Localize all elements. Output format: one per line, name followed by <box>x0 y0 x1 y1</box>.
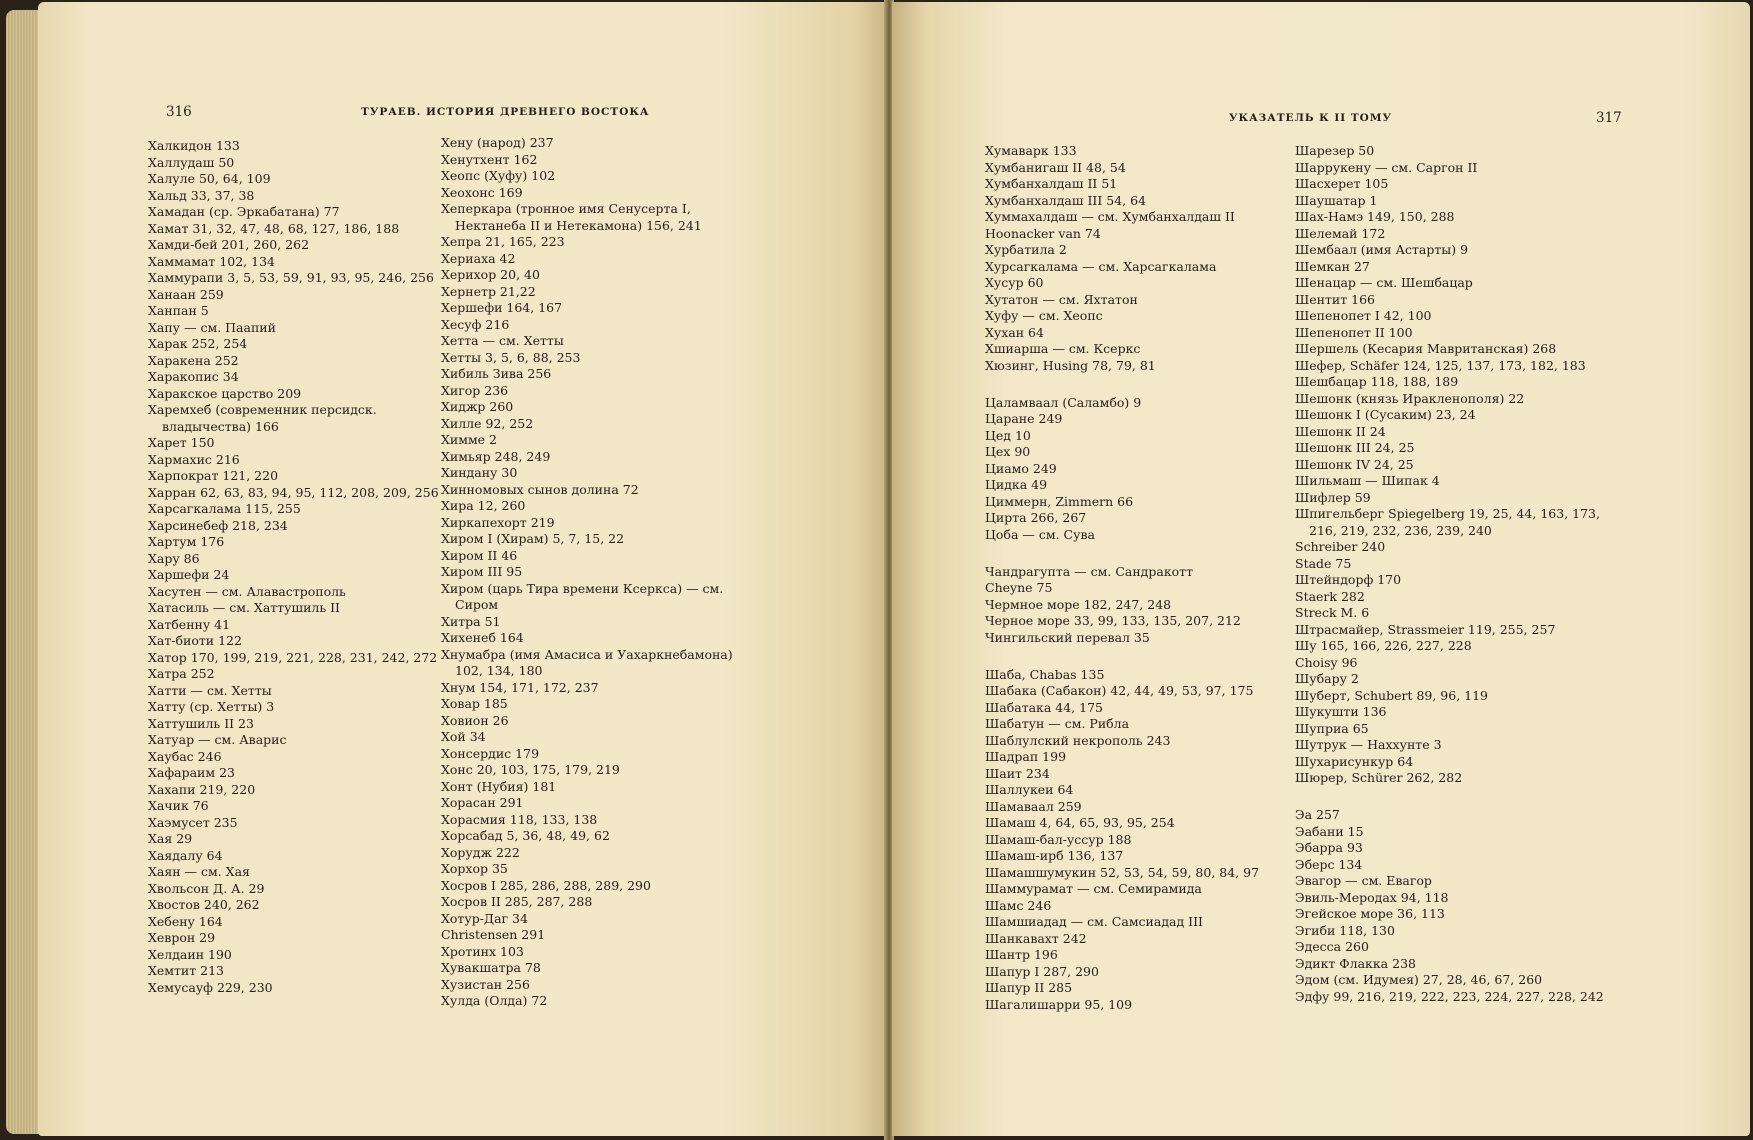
index-entry: Шершель (Кесария Мавританская) 268 <box>1295 341 1557 356</box>
index-entry: Хумбанхалдаш III 54, 64 <box>985 192 1147 208</box>
left-page <box>38 2 888 1136</box>
index-column <box>441 135 753 1010</box>
index-entry: Химьяр 248, 249 <box>441 448 551 464</box>
index-entry: Шаушатар 1 <box>1295 192 1378 208</box>
index-entry: Халкидон 133 <box>148 138 240 153</box>
index-entry: Хорсабад 5, 36, 48, 49, 62 <box>441 828 610 843</box>
section-gap <box>985 374 1277 395</box>
index-entry: Хротинх 103 <box>441 943 524 959</box>
index-column <box>985 143 1277 1013</box>
index-column <box>1295 143 1607 1005</box>
index-entry: Хитра 51 <box>441 613 501 629</box>
index-entry: Шамаш-бал-уссур 188 <box>985 831 1132 847</box>
index-entry: Хериаха 42 <box>441 250 516 266</box>
index-entry: Хернетр 21,22 <box>441 283 536 299</box>
index-entry: Эвагор — см. Евагор <box>1295 873 1432 888</box>
index-entry: Хурсагкалама — см. Харсагкалама <box>985 258 1217 274</box>
index-entry: Хасутен — см. Алавастрополь <box>148 583 346 599</box>
index-entry: Хатбенну 41 <box>148 616 231 632</box>
index-entry: Шамшиадад — см. Самсиадад III <box>985 914 1203 929</box>
index-entry: Хиндану 30 <box>441 465 518 480</box>
index-entry: Хшиарша — см. Ксеркс <box>985 341 1141 356</box>
index-entry: Шаблулский некрополь 243 <box>985 732 1171 748</box>
section-gap <box>985 646 1277 667</box>
index-entry: Хаммурапи 3, 5, 53, 59, 91, 93, 95, 246, 256 <box>148 270 434 285</box>
index-entry: Хусур 60 <box>985 275 1044 290</box>
index-entry: Шуприа 65 <box>1295 720 1369 736</box>
index-entry: Шешонк (князь Иракленополя) 22 <box>1295 390 1525 406</box>
index-entry: Чандрагупта — см. Сандракотт <box>985 563 1193 579</box>
index-entry: Хармахис 216 <box>148 451 240 467</box>
index-entry: Шантр 196 <box>985 947 1058 962</box>
index-entry: Шильмаш — Шипак 4 <box>1295 473 1440 488</box>
index-entry: Streck M. 6 <box>1295 605 1370 620</box>
index-entry: Шапур II 285 <box>985 980 1073 995</box>
index-entry: Хорудж 222 <box>441 844 520 860</box>
index-entry: Хиром (царь Тира времени Ксеркса) — см. Сиром <box>441 580 724 612</box>
index-entry: Хаттушиль II 23 <box>148 715 254 731</box>
index-entry: Хеперкара (тронное имя Сенусерта I, Нектанеба II и Нетекамона) 156, 241 <box>441 201 702 233</box>
index-entry: Хетта — см. Хетты <box>441 333 564 348</box>
index-entry: Шелемай 172 <box>1295 225 1386 241</box>
index-entry: Шанкавахт 242 <box>985 930 1087 946</box>
index-entry: Шамаваал 259 <box>985 798 1082 814</box>
section-gap <box>985 543 1277 564</box>
index-entry: Эгейское море 36, 113 <box>1295 906 1445 921</box>
index-entry: Хапу — см. Паапий <box>148 319 276 335</box>
index-entry: Эвиль-Меродах 94, 118 <box>1295 889 1449 905</box>
index-entry: Хнумабра (имя Амасиса и Уахаркнебамона) 102, 134, 180 <box>441 646 733 678</box>
index-entry: Хамди-бей 201, 260, 262 <box>148 237 310 252</box>
index-entry: Халуле 50, 64, 109 <box>148 171 271 186</box>
index-entry: Ховион 26 <box>441 712 509 728</box>
index-entry: Хеохонс 169 <box>441 184 523 200</box>
index-entry: Хальд 33, 37, 38 <box>148 187 255 203</box>
index-entry: Харакопис 34 <box>148 369 239 384</box>
index-entry: Хотур-Даг 34 <box>441 910 528 926</box>
index-entry: Хаубас 246 <box>148 748 222 764</box>
index-entry: Шутрук — Наххунте 3 <box>1295 737 1442 752</box>
index-entry: Cheyne 75 <box>985 580 1053 595</box>
index-entry: Хуфу — см. Хеопс <box>985 308 1103 323</box>
index-entry: Stade 75 <box>1295 555 1352 571</box>
index-entry: Хиром II 46 <box>441 547 518 563</box>
running-head: ТУРАЕВ. ИСТОРИЯ ДРЕВНЕГО ВОСТОКА <box>361 106 650 118</box>
index-entry: Хуммахалдаш — см. Хумбанхалдаш II <box>985 209 1235 224</box>
index-entry: Шабака (Сабакон) 42, 44, 49, 53, 97, 175 <box>985 683 1254 698</box>
index-entry: Хорасан 291 <box>441 795 524 810</box>
index-entry: Шу 165, 166, 226, 227, 228 <box>1295 638 1472 653</box>
index-entry: Хиджр 260 <box>441 399 514 414</box>
index-entry: Химме 2 <box>441 432 497 447</box>
index-entry: Хумбанхалдаш II 51 <box>985 176 1118 191</box>
index-entry: Хумбанигаш II 48, 54 <box>985 159 1126 175</box>
index-entry: Циммерн, Zimmern 66 <box>985 493 1134 509</box>
index-entry: Хенутхент 162 <box>441 151 538 167</box>
index-entry: Хорасмия 118, 133, 138 <box>441 811 598 827</box>
index-entry: Шешонк II 24 <box>1295 423 1386 439</box>
index-entry: Хосров II 285, 287, 288 <box>441 894 593 909</box>
index-entry: Шах-Намэ 149, 150, 288 <box>1295 209 1455 224</box>
index-entry: Хибиль Зива 256 <box>441 366 552 381</box>
index-entry: Шаррукену — см. Саргон II <box>1295 159 1478 175</box>
index-entry: Харемхеб (современник персидск. владычества) 166 <box>148 402 377 434</box>
index-entry: Хутатон — см. Яхтатон <box>985 291 1138 307</box>
index-entry: Шубару 2 <box>1295 671 1359 686</box>
index-entry: Хая 29 <box>148 831 193 846</box>
index-entry: Эдом (см. Идумея) 27, 28, 46, 67, 260 <box>1295 972 1543 987</box>
index-entry: Хигор 236 <box>441 382 509 398</box>
index-entry: Шифлер 59 <box>1295 489 1371 505</box>
index-entry: Хамадан (ср. Эркабатана) 77 <box>148 204 340 219</box>
index-entry: Хухан 64 <box>985 324 1044 340</box>
index-entry: Шенацар — см. Шешбацар <box>1295 275 1473 290</box>
index-entry: Шюрер, Schürer 262, 282 <box>1295 770 1463 785</box>
index-entry: Хебену 164 <box>148 913 223 929</box>
index-entry: Хемтит 213 <box>148 963 225 978</box>
index-entry: Цех 90 <box>985 444 1031 459</box>
index-entry: Staerk 282 <box>1295 588 1365 604</box>
index-entry: Харран 62, 63, 83, 94, 95, 112, 208, 209, 256 <box>148 484 439 500</box>
page-number: 316 <box>166 104 192 120</box>
index-entry: Шамс 246 <box>985 897 1052 913</box>
section-gap <box>1295 787 1607 808</box>
index-entry: Хинномовых сынов долина 72 <box>441 481 639 497</box>
index-entry: Шаллукеи 64 <box>985 782 1074 797</box>
index-entry: Харсинебеф 218, 234 <box>148 517 288 533</box>
right-page <box>892 2 1750 1136</box>
index-entry: Хвостов 240, 262 <box>148 897 260 912</box>
index-entry: Хачик 76 <box>148 798 209 813</box>
index-entry: Хонс 20, 103, 175, 179, 219 <box>441 762 620 777</box>
running-head: УКАЗАТЕЛЬ К II ТОМУ <box>1229 112 1392 124</box>
index-entry: Хаммамат 102, 134 <box>148 253 275 269</box>
index-entry: Эберс 134 <box>1295 856 1363 872</box>
index-entry: Хиром I (Хирам) 5, 7, 15, 22 <box>441 531 625 546</box>
index-column <box>148 138 466 996</box>
index-entry: Харшефи 24 <box>148 567 230 582</box>
index-entry: Эдикт Флакка 238 <box>1295 955 1416 971</box>
index-entry: Цоба — см. Сува <box>985 526 1095 542</box>
index-entry: Хира 12, 260 <box>441 498 526 513</box>
index-entry: Эдесса 260 <box>1295 939 1369 954</box>
index-entry: Цаламваал (Саламбо) 9 <box>985 394 1142 410</box>
index-entry: Халлудаш 50 <box>148 154 235 170</box>
index-entry: Хартум 176 <box>148 534 225 549</box>
index-entry: Schreiber 240 <box>1295 539 1386 554</box>
index-entry: Хеопс (Хуфу) 102 <box>441 168 556 183</box>
index-entry: Шемкан 27 <box>1295 258 1370 274</box>
index-entry: Шаба, Chabas 135 <box>985 666 1105 682</box>
index-entry: Хнум 154, 171, 172, 237 <box>441 679 599 695</box>
index-entry: Хиркапехорт 219 <box>441 514 555 530</box>
index-entry: Чермное море 182, 247, 248 <box>985 596 1172 612</box>
index-entry: Штейндорф 170 <box>1295 572 1402 587</box>
index-entry: Шадрап 199 <box>985 749 1067 764</box>
page-number: 317 <box>1596 110 1622 126</box>
index-entry: Хурбатила 2 <box>985 242 1067 257</box>
index-entry: Хонсердис 179 <box>441 745 540 761</box>
index-entry: Хат-биоти 122 <box>148 633 242 648</box>
index-entry: Хой 34 <box>441 729 486 744</box>
index-entry: Шентит 166 <box>1295 291 1375 307</box>
index-entry: Эдфу 99, 216, 219, 222, 223, 224, 227, 228, 242 <box>1295 988 1604 1004</box>
index-entry: Шембаал (имя Астарты) 9 <box>1295 242 1469 257</box>
index-entry: Хузистан 256 <box>441 976 530 992</box>
index-entry: Хепра 21, 165, 223 <box>441 234 565 249</box>
index-entry: Хувакшатра 78 <box>441 960 541 975</box>
index-entry: Хумаварк 133 <box>985 143 1077 158</box>
index-entry: Хатра 252 <box>148 666 215 681</box>
index-entry: Шешонк I (Сусаким) 23, 24 <box>1295 407 1476 422</box>
index-entry: Хару 86 <box>148 550 200 566</box>
index-entry: Шапур I 287, 290 <box>985 963 1099 979</box>
index-entry: Шабатака 44, 175 <box>985 699 1104 715</box>
index-entry: Ханаан 259 <box>148 286 224 302</box>
index-entry: Харакское царство 209 <box>148 385 302 401</box>
index-entry: Хафараим 23 <box>148 765 235 780</box>
index-entry: Шефер, Schäfer 124, 125, 137, 173, 182, 183 <box>1295 357 1586 373</box>
index-entry: Хеврон 29 <box>148 930 216 945</box>
index-entry: Хулда (Олда) 72 <box>441 993 548 1008</box>
index-entry: Хамат 31, 32, 47, 48, 68, 127, 186, 188 <box>148 220 400 236</box>
index-entry: Циамо 249 <box>985 460 1057 476</box>
page-edges <box>6 10 40 1134</box>
index-entry: Шуберт, Schubert 89, 96, 119 <box>1295 687 1489 703</box>
index-entry: Хатасиль — см. Хаттушиль II <box>148 600 340 615</box>
index-entry: Хершефи 164, 167 <box>441 300 563 315</box>
index-entry: Шарезер 50 <box>1295 143 1375 158</box>
index-entry: Шаит 234 <box>985 765 1050 781</box>
index-entry: Хаэмусет 235 <box>148 814 238 830</box>
index-entry: Хюзинг, Husing 78, 79, 81 <box>985 357 1156 373</box>
index-entry: Хилле 92, 252 <box>441 415 534 431</box>
index-entry: Хемусауф 229, 230 <box>148 979 273 995</box>
index-entry: Шухарисункур 64 <box>1295 753 1414 769</box>
index-entry: Hoonacker van 74 <box>985 225 1101 241</box>
index-entry: Хену (народ) 237 <box>441 135 554 150</box>
index-entry: Шешбацар 118, 188, 189 <box>1295 374 1459 389</box>
index-entry: Хорхор 35 <box>441 861 508 876</box>
index-entry: Харакена 252 <box>148 352 239 368</box>
index-entry: Шепенопет I 42, 100 <box>1295 308 1432 323</box>
index-entry: Шепенопет II 100 <box>1295 324 1413 340</box>
index-entry: Цед 10 <box>985 427 1031 443</box>
index-entry: Хиром III 95 <box>441 564 523 579</box>
index-entry: Эбарра 93 <box>1295 840 1363 855</box>
index-entry: Хихенеб 164 <box>441 630 524 645</box>
index-entry: Хахапи 219, 220 <box>148 781 256 797</box>
index-entry: Шамашшумукин 52, 53, 54, 59, 80, 84, 97 <box>985 864 1260 880</box>
index-entry: Харет 150 <box>148 435 215 450</box>
index-entry: Хатту (ср. Хетты) 3 <box>148 699 275 714</box>
index-entry: Шешонк III 24, 25 <box>1295 440 1415 455</box>
index-entry: Шпигельберг Spiegelberg 19, 25, 44, 163, 173, 216, 219, 232, 236, 239, 240 <box>1295 506 1600 538</box>
index-entry: Харак 252, 254 <box>148 336 248 351</box>
index-entry: Эгиби 118, 130 <box>1295 922 1395 938</box>
index-entry: Шаммурамат — см. Семирамида <box>985 881 1202 896</box>
index-entry: Шукушти 136 <box>1295 704 1387 719</box>
index-entry: Choisy 96 <box>1295 654 1358 670</box>
index-entry: Хосров I 285, 286, 288, 289, 290 <box>441 877 651 893</box>
index-entry: Хелдаин 190 <box>148 946 232 962</box>
index-entry: Херихор 20, 40 <box>441 267 540 282</box>
index-entry: Хатуар — см. Аварис <box>148 732 287 747</box>
index-entry: Шамаш 4, 64, 65, 93, 95, 254 <box>985 815 1175 830</box>
index-entry: Шагалишарри 95, 109 <box>985 996 1133 1012</box>
index-entry: Штрасмайер, Strassmeier 119, 255, 257 <box>1295 621 1556 637</box>
index-entry: Хвольсон Д. А. 29 <box>148 880 265 896</box>
index-entry: Christensen 291 <box>441 927 546 942</box>
index-entry: Хетты 3, 5, 6, 88, 253 <box>441 349 581 365</box>
index-entry: Ховар 185 <box>441 696 508 711</box>
index-entry: Царане 249 <box>985 411 1063 426</box>
index-entry: Ханпан 5 <box>148 303 209 318</box>
index-entry: Шабатун — см. Рибла <box>985 716 1130 731</box>
index-entry: Шамаш-ирб 136, 137 <box>985 848 1124 863</box>
index-entry: Черное море 33, 99, 133, 135, 207, 212 <box>985 613 1241 628</box>
index-entry: Эа 257 <box>1295 807 1340 822</box>
index-entry: Хонт (Нубия) 181 <box>441 778 557 794</box>
index-entry: Харпократ 121, 220 <box>148 468 279 483</box>
index-entry: Эабани 15 <box>1295 823 1364 839</box>
index-entry: Хаян — см. Хая <box>148 864 250 879</box>
index-entry: Харсагкалама 115, 255 <box>148 501 301 516</box>
index-entry: Шешонк IV 24, 25 <box>1295 456 1414 472</box>
index-entry: Цирта 266, 267 <box>985 510 1087 525</box>
index-entry: Хатор 170, 199, 219, 221, 228, 231, 242, 272 <box>148 649 438 665</box>
index-entry: Хатти — см. Хетты <box>148 682 272 698</box>
index-entry: Хаядалу 64 <box>148 847 223 863</box>
index-entry: Цидка 49 <box>985 477 1048 492</box>
index-entry: Шасхерет 105 <box>1295 176 1389 191</box>
index-entry: Чингильский перевал 35 <box>985 629 1150 645</box>
index-entry: Хесуф 216 <box>441 316 510 332</box>
